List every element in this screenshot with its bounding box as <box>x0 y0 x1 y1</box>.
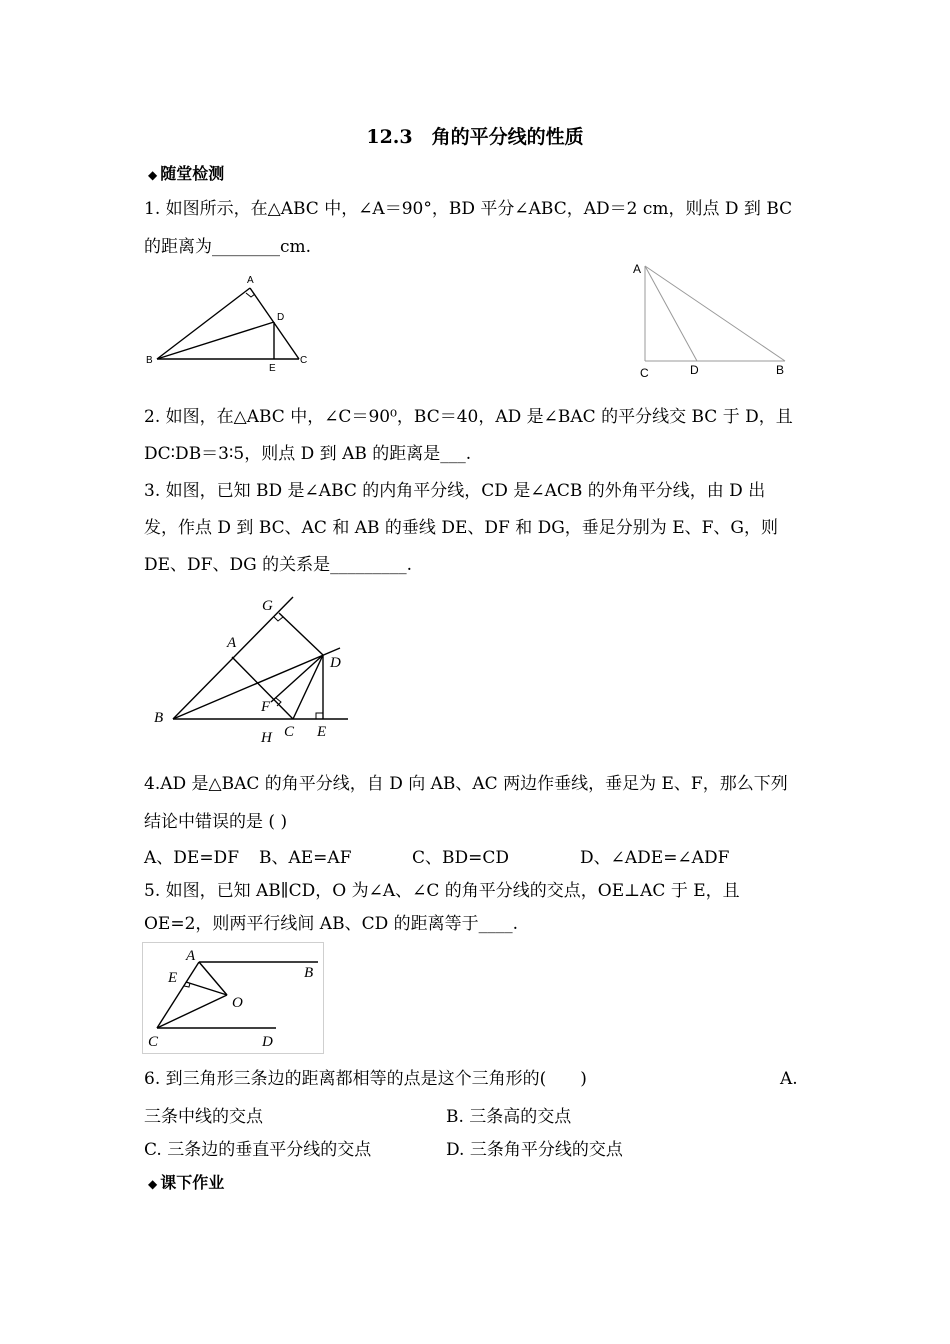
q4-option-a: A、DE=DF <box>144 848 239 868</box>
fig1-label-b: B <box>146 355 153 366</box>
fig2-label-b: B <box>776 363 785 377</box>
figure-q1-triangle <box>140 270 310 380</box>
q6-option-a-text: 三条中线的交点 <box>144 1107 263 1127</box>
fig1-label-a: A <box>247 275 254 286</box>
q5-line1: 5. 如图，已知 AB∥CD，O 为∠A、∠C 的角平分线的交点，OE⊥AC 于 E，且 <box>144 881 740 901</box>
section-heading-homework: ◆ 课下作业 <box>148 1173 225 1192</box>
q4-option-b: B、AE=AF <box>259 848 352 868</box>
fig5-label-d: D <box>262 1034 273 1050</box>
fig1-label-e: E <box>269 363 276 374</box>
q5-line2: OE=2，则两平行线间 AB、CD 的距离等于____. <box>144 914 519 934</box>
fig5-label-o: O <box>232 995 243 1011</box>
q1-line2: 的距离为________cm. <box>144 237 312 257</box>
fig2-label-a: A <box>633 262 642 276</box>
diamond-bullet-icon: ◆ <box>148 1177 158 1191</box>
fig1-label-d: D <box>277 312 285 323</box>
q6-option-b: B. 三条高的交点 <box>446 1107 572 1127</box>
fig5-label-b: B <box>304 965 314 981</box>
fig2-label-c: C <box>640 366 649 380</box>
fig3-label-e: E <box>317 724 327 740</box>
q2-line2: DC∶DB＝3∶5，则点 D 到 AB 的距离是___. <box>144 444 472 464</box>
section-heading-in-class: ◆ 随堂检测 <box>148 164 225 183</box>
fig3-label-b: B <box>154 710 164 726</box>
q2-line1: 2. 如图，在△ABC 中，∠C＝90⁰，BC＝40，AD 是∠BAC 的平分线交 BC 于 D，且 <box>144 407 793 427</box>
fig3-label-d: D <box>330 655 341 671</box>
q3-line2: 发，作点 D 到 BC、AC 和 AB 的垂线 DE、DF 和 DG，垂足分别为 E、F、G，则 <box>144 518 778 538</box>
q4-line2: 结论中错误的是 ( ) <box>144 812 288 832</box>
figure-q5-parallel-lines <box>142 942 327 1057</box>
fig3-label-g: G <box>262 598 273 614</box>
fig5-label-a: A <box>186 948 196 964</box>
page-title: 12.3 角的平分线的性质 <box>366 126 584 148</box>
q4-line1: 4.AD 是△BAC 的角平分线，自 D 向 AB、AC 两边作垂线，垂足为 E、F，那么下列 <box>144 774 788 794</box>
fig3-label-h: H <box>261 730 272 746</box>
fig5-label-c: C <box>148 1034 159 1050</box>
fig3-label-a: A <box>227 635 237 651</box>
diamond-bullet-icon: ◆ <box>148 168 158 182</box>
fig5-label-e: E <box>168 970 178 986</box>
q6-option-a-letter: A. <box>780 1069 798 1089</box>
q1-line1: 1. 如图所示，在△ABC 中，∠A＝90°，BD 平分∠ABC，AD＝2 cm，则点 D 到 BC <box>144 199 793 219</box>
figure-q2-triangle <box>628 260 798 380</box>
q6-option-d: D. 三条角平分线的交点 <box>446 1140 623 1160</box>
fig2-label-d: D <box>690 363 699 377</box>
q3-line3: DE、DF、DG 的关系是_________. <box>144 555 412 575</box>
q4-option-d: D、∠ADE=∠ADF <box>580 848 730 868</box>
fig1-label-c: C <box>300 355 308 366</box>
figure-q3-angle-bisectors <box>148 590 368 750</box>
q3-line1: 3. 如图，已知 BD 是∠ABC 的内角平分线，CD 是∠ACB 的外角平分线，由 D 出 <box>144 481 766 501</box>
fig3-label-c: C <box>284 724 295 740</box>
fig3-label-f: F <box>261 699 271 715</box>
q4-option-c: C、BD=CD <box>412 848 510 868</box>
q6-line1: 6. 到三角形三条边的距离都相等的点是这个三角形的( ) <box>144 1069 587 1089</box>
q6-option-c: C. 三条边的垂直平分线的交点 <box>144 1140 372 1160</box>
